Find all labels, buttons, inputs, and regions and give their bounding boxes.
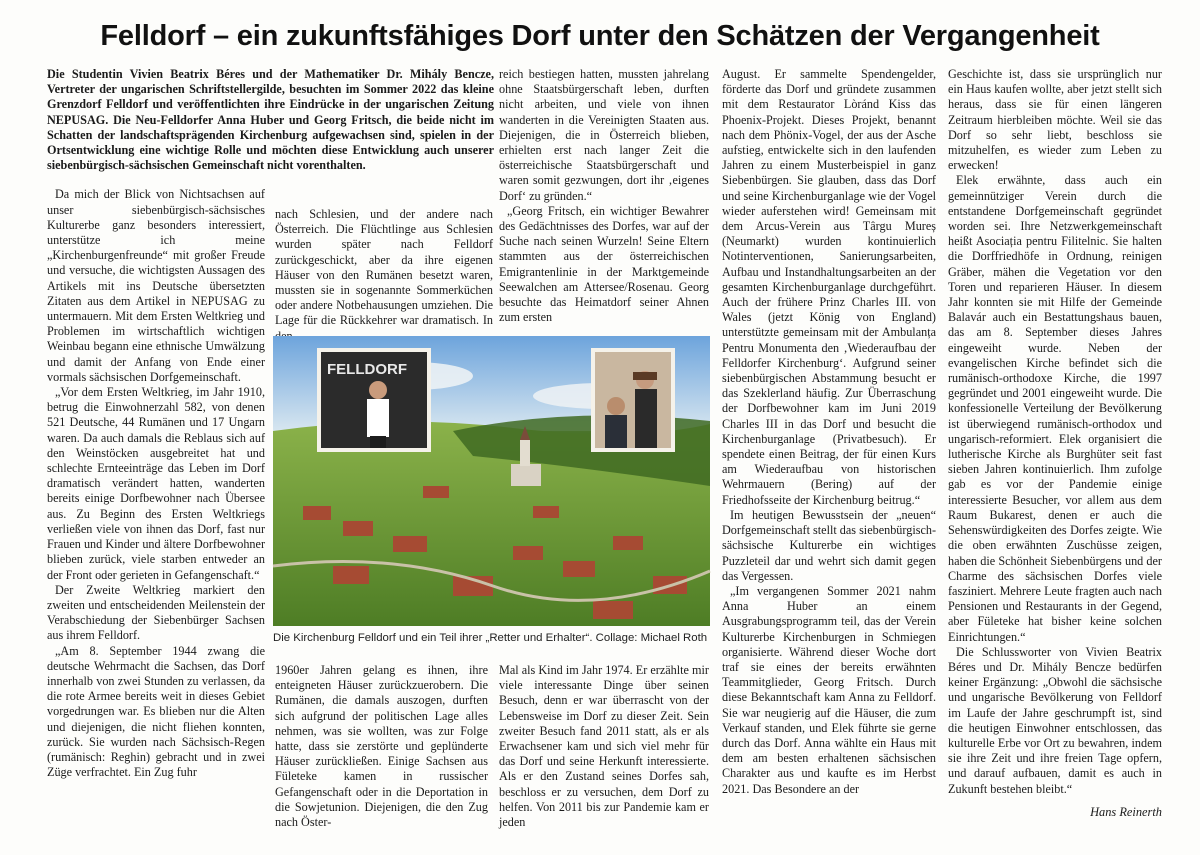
paragraph: reich bestiegen hatten, mussten jahrelang ohne Staatsbürgerschaft leben, durften nicht arbeiten, und viele von ihnen wanderten in die Vereinigten Staaten aus. Diejenigen, die in Österreich blieben, erhielten erst nach langer Zeit die österreichische Staatsbürgerschaft und waren somit gezwungen, dort ihr ‚eigenes Dorf‘ zu gründen.“	[499, 67, 709, 203]
paragraph: Mal als Kind im Jahr 1974. Er erzählte mir viele interessante Dinge über seinen Besuch, denn er war überrascht von der Lebensweise im Dorf zu dieser Zeit. Sein zweiter Besuch fand 2011 statt, als er als Erwachsener kam und sich viel mehr für das Dorf und seine Herkunft interessierte. Als er den Zustand seines Dorfes sah, beschloss er zu versuchen, dem Dorf zu helfen. Von 2011 bis zur Pandemie kam er jeden	[499, 663, 709, 830]
paragraph: August. Er sammelte Spendengelder, förderte das Dorf und gründete zusammen mit dem Restaurator Lòránd Kiss das Phoenix-Projekt. Dieses Projekt, benannt nach dem Phönix-Vogel, der aus der Asche aufstieg, entwickelte sich in den laufenden Jahren zu einem Musterbeispiel in ganz Siebenbürgen. Sie glauben, dass das Dorf und seine Kirchenburganlage wie der Vogel wieder auferstehen wird! Gemeinsam mit dem Arcus-Verein aus Târgu Mureș (Neumarkt) wurden kontinuierlich Notinterventionen, Sanierungsarbeiten, Aufbau und Instandhaltungsarbeiten an der gesamten Kirchenburganlage durchgeführt. Auch der frühere Prinz Charles III. von Wales (jetzt König von England) unterstützte gemeinsam mit der Ambulanța Pentru Monumenta den ‚Wiederaufbau der Felldorfer Kirchenburg‘. Aufgrund seiner siebenbürgischen Abstammung besucht er das Szeklerland häufig. Zur Überraschung der Dorfbewohner kam im Juni 2019 Charles III in das Dorf und besucht die Kirchenburganlage (Privatbesuch). Er spendete einen Beitrag, der für einen Kurs am Wiederaufbau von historischen Wehrmauern (Bering) auf der Friedhofsseite der Kirchenburg beitrug.“	[722, 67, 936, 507]
paragraph: „Georg Fritsch, ein wichtiger Bewahrer des Gedächtnisses des Dorfes, war auf der Suche nach seinen Wurzeln! Seine Eltern stammten aus der österreichischen Emigrantenlinie in der Marktgemeinde Seewalchen am Attersee/Rosenau. Georg besuchte das Heimatdorf seiner Ahnen zum ersten	[499, 203, 709, 325]
article-column-4	[722, 67, 936, 827]
article-column-2-top	[275, 207, 493, 332]
article-column-5	[948, 67, 1162, 812]
chalkboard-text: FELLDORF	[327, 361, 407, 378]
paragraph: Da mich der Blick von Nichtsachsen auf unser siebenbürgisch-sächsisches Kulturerbe ganz besonders interessiert, unterstütze ich meine „Kirchenburgenfreunde“ mit großer Freude und versuche, die wichtigsten Aussagen des Artikels mit ins Deutsche übersetzten Zitaten aus dem Artikel in NEPUSAG zu untermauern. Mit dem Ersten Weltkrieg und Problemen im wirtschaftlich wichtigen Weinbau begann eine ethnische Umwälzung und damit der Anfang von Ende einer vormals sächsischen Dorfgemeinschaft.	[47, 187, 265, 384]
paragraph: Der Zweite Weltkrieg markiert den zweiten und entscheidenden Meilenstein der Verabschiedung der Siebenbürger Sachsen aus ihrem Felldorf.	[47, 582, 265, 643]
paragraph: „Im vergangenen Sommer 2021 nahm Anna Huber an einem Ausgrabungsprogramm teil, das der Verein Kulturerbe Kirchenburgen in Schmiegen organisierte. Während dieser Woche dort traf sie eines der bereits erwähnten Teammitglieder, Georg Fritsch. Durch diese Bekanntschaft kam Anna zu Felldorf. Sie war neugierig auf die Häuser, die zum Verkauf standen, und Elek führte sie gerne durch das Dorf. Anna wählte ein Haus mit dem am besten erhaltenen sächsischen Charakter aus und kaufte es im Herbst 2021. Das Besondere an der	[722, 583, 936, 796]
article-column-3-top	[499, 67, 709, 325]
inset-photo-portrait	[591, 348, 675, 452]
inset-photo-chalkboard	[317, 348, 431, 452]
village-photo-svg	[273, 336, 710, 626]
author-signature: Hans Reinerth	[1090, 805, 1162, 819]
photo-caption: Die Kirchenburg Felldorf und ein Teil ihrer „Retter und Erhalter“. Collage: Michael Roth	[273, 632, 708, 644]
column-1-body	[47, 187, 265, 780]
paragraph: 1960er Jahren gelang es ihnen, ihre enteigneten Häuser zurückzuerobern. Die Rumänen, die damals auszogen, durften sich aufgrund der politischen Lage alles nehmen, was sie wollten, was zur Folge hatte, dass sie zerstörte und geplünderte Häuser zurückließen. Einige Sachsen aus Fületeke kamen in russischer Gefangenschaft oder in die Deportation in die Sowjetunion. Diejenigen, die den Zug nach Öster-	[275, 663, 488, 830]
article-column-2-bottom	[275, 663, 488, 830]
paragraph: „Am 8. September 1944 zwang die deutsche Wehrmacht die Sachsen, das Dorf innerhalb von zwei Stunden zu verlassen, da die rote Armee bereits weit in dieses Gebiet vorgedrungen war. Es blieben nur die Alten und diejenigen, die nicht fliehen konnten, zurück. Sie wurden nach Sächsisch-Regen (rumänisch: Reghin) gebracht und in zwei Züge verfrachtet. Ein Zug fuhr	[47, 643, 265, 780]
paragraph: „Vor dem Ersten Weltkrieg, im Jahr 1910, betrug die Einwohnerzahl 582, von denen 521 Deutsche, 44 Rumänen und 17 Ungarn waren. Da auch damals die Reblaus sich auf den Weinstöcken ausgebreitet hat und schlechte Ernteeinträge das Leben im Dorf dramatisch verändert hatten, wanderten bereits einige Dorfbewohner nach Übersee aus. Zu Beginn des Ersten Weltkriegs verließen viele von ihnen das Dorf, fast nur Frauen und Kinder und ältere Dorfbewohner blieben zurück, viele starben entweder an der Front oder gerieten in Gefangenschaft.“	[47, 385, 265, 582]
paragraph: Geschichte ist, dass sie ursprünglich nur ein Haus kaufen wollte, aber jetzt stellt sich heraus, dass sie für einen längeren Zeitraum hierbleiben möchte. Weil sie das Dorf so sehr liebt, beschloss sie mitzuhelfen, es wieder zum Leben zu erwecken!	[948, 67, 1162, 173]
paragraph: Elek erwähnte, dass auch ein gemeinnütziger Verein durch die entstandene Dorfgemeinschaft gegründet worden sei. Ihre Netzwerkgemeinschaft heißt Asociația pentru Filitelnic. Sie halten die Dorffriedhöfe in Ordnung, reinigen Gräber, mähen die Vegetation vor den Toren und reparieren Häuser. In diesem Jahr konnten sie mit Hilfe der Gemeinde Balavár auch ein Bestattungshaus bauen, das am 8. September dieses Jahres eingeweiht wurde. Neben der evangelischen Kirche befindet sich die rumänisch-orthodoxe Kirche, die 1997 gegründet und 2001 eingeweiht wurde. Die konfessionelle Verteilung der Bevölkerung ist überwiegend rumänisch-orthodox und ungarisch-reformiert. Elek organisiert die lutherische Kirche als Burghüter seit fast sieben Jahren kontinuierlich. Ihm zufolge gab es vor der Pandemie einige interessierte Besucher, vor allem aus dem Raum Bukarest, denen er auch die Sehenswürdigkeiten des Dorfes zeigte. Wie die oben erwähnten Zuschüsse zeigen, haben die Schönheit Siebenbürgens und der Charme des sächsischen Dorfes viele fasziniert. Mehrere Leute fragten auch nach Pensionen und Restaurants in der Gegend, aber Fületeke hat bisher keine solchen Einrichtungen.“	[948, 173, 1162, 644]
lead-paragraph: Die Studentin Vivien Beatrix Béres und der Mathematiker Dr. Mihály Bencze, Vertreter der ungarischen Schriftstellergilde, besuchten im Sommer 2022 das kleine Grenzdorf Felldorf und veröffentlichten ihre Eindrücke in der ungarischen Zeitung NEPUSAG. Die Neu-Felldorfer Anna Huber und Georg Fritsch, die beide nicht im Schatten der landschaftsprägenden Kirchenburg aufgewachsen sind, spielen in der Ortsentwicklung eine wichtige Rolle und möchten diese Entwicklung auch unserer siebenbürgisch-sächsischen Gemeinschaft nicht vorenthalten.	[47, 67, 494, 173]
article-column-3-bottom	[499, 663, 709, 830]
village-photo-collage	[273, 336, 710, 626]
paragraph: nach Schlesien, und der andere nach Österreich. Die Flüchtlinge aus Schlesien wurden später nach Felldorf zurückgeschickt, aber da ihre eigenen Häuser von den Rumänen besetzt waren, mussten sie in sogenannte Sommerküchen oder andere Notbehausungen umziehen. Die Lage für die Rückkehrer war dramatisch. In	[275, 207, 493, 328]
paragraph: Die Schlussworter von Vivien Beatrix Béres und Dr. Mihály Bencze bedürfen keiner Ergänzung: „Obwohl die sächsische und ungarische Bevölkerung von Felldorf im Laufe der Jahre geschrumpft ist, sind die heutigen Einwohner entschlossen, das kulturelle Erbe vor Ort zu bewahren, indem sie ihre Zeit und ihre freien Tage opfern, und darauf aufbauen, damit es auch in Zukunft bestehen bleibt.“	[948, 644, 1162, 796]
paragraph: Im heutigen Bewusstsein der „neuen“ Dorfgemeinschaft stellt das siebenbürgisch-sächsische Kulturerbe ein wichtiges Puzzleteil dar und wehrt sich damit gegen das Vergessen.	[722, 507, 937, 583]
headline: Felldorf – ein zukunftsfähiges Dorf unter den Schätzen der Vergangenheit	[100, 20, 1100, 52]
